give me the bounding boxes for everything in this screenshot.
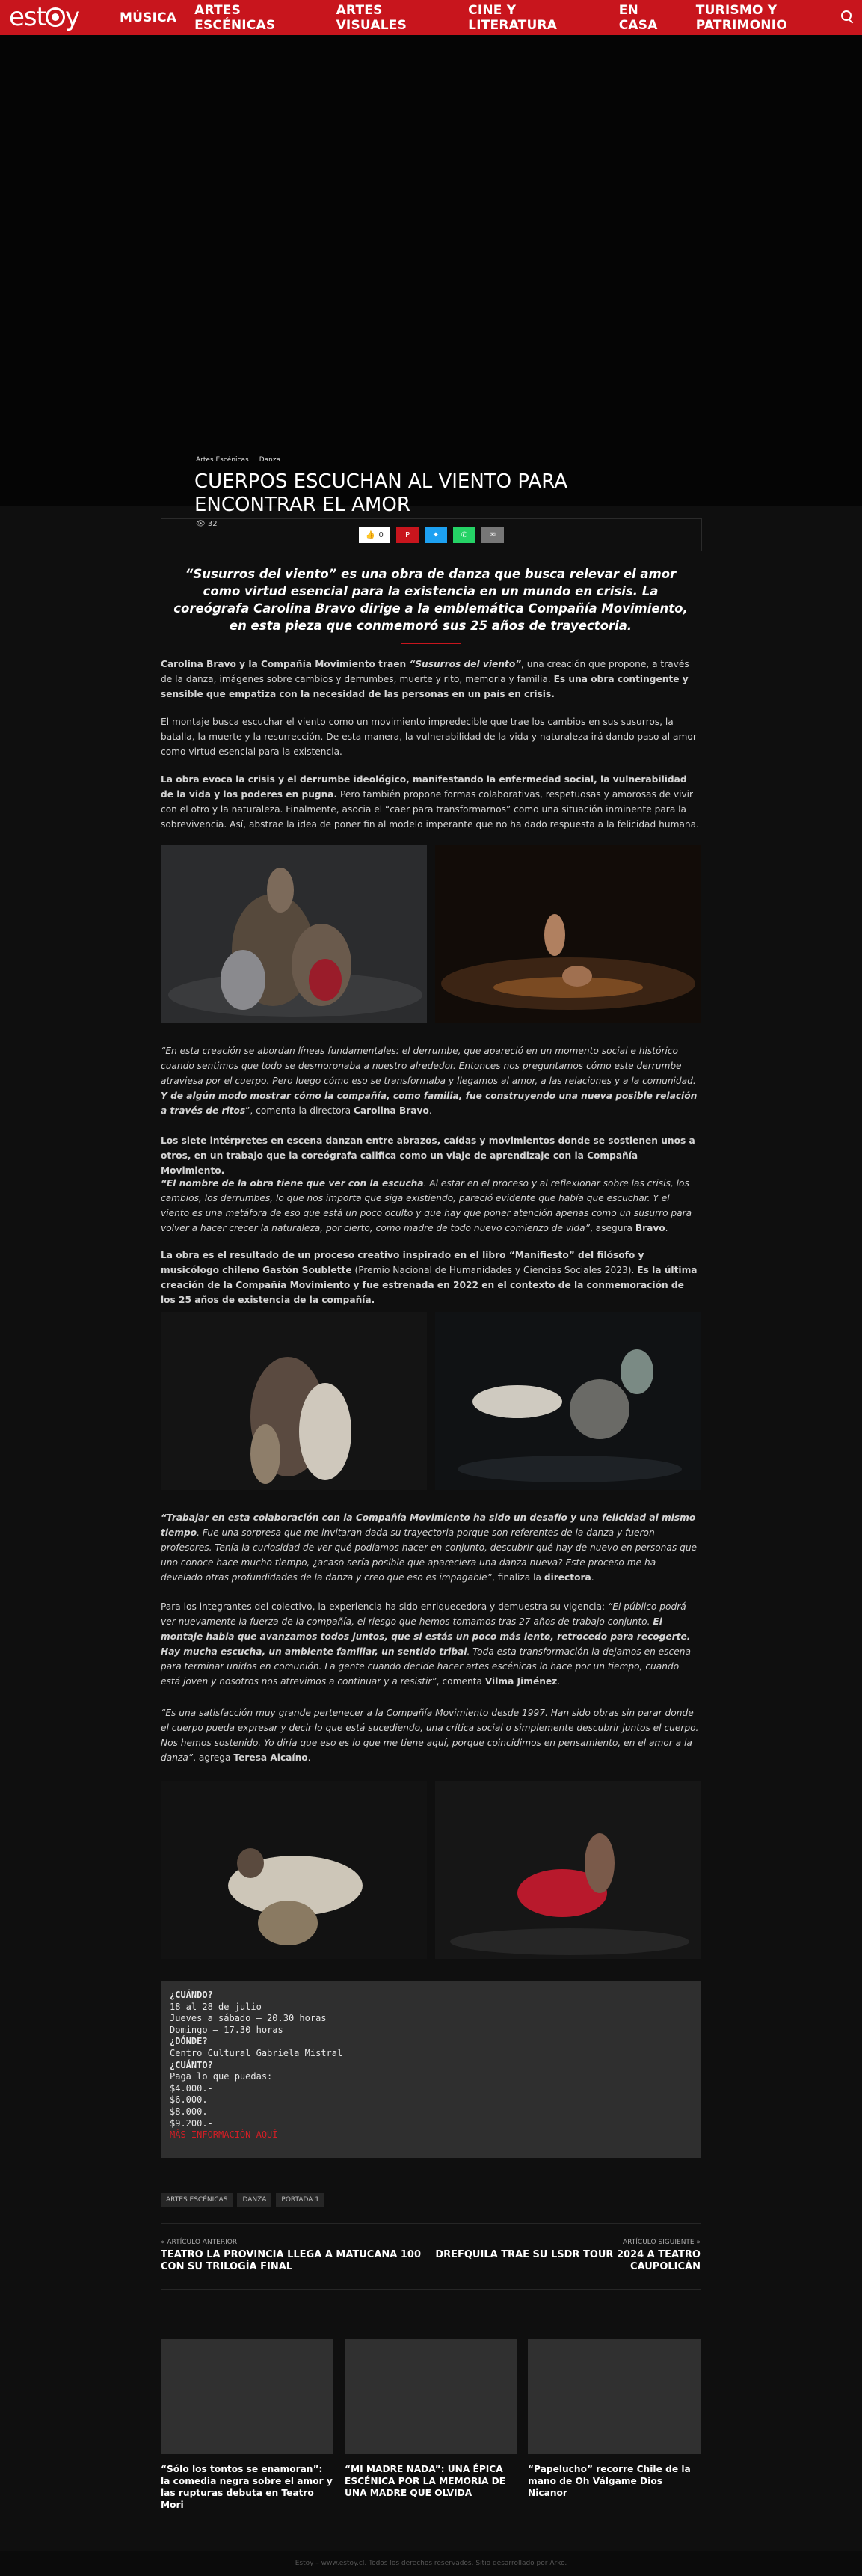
related-article-card[interactable] (161, 2339, 333, 2511)
article-lead: “Susurros del viento” es una obra de danza que busca relevar el amor como virtud esencial para la existencia en un mundo en crisis. La coreógrafa Carolina Bravo dirige a la emblemática Compañía Movimiento, en esta pieza que conmemoró sus 25 años de trayectoria. (173, 567, 688, 633)
price-item: $6.000.- (170, 2094, 213, 2106)
text: , asegura (589, 1223, 635, 1233)
prev-article-label: « ARTÍCULO ANTERIOR (161, 2239, 238, 2246)
text: Pero también propone formas colaborativas, respetuosas y amorosas de vivir con el otro y la naturaleza. Finalmente, asocia el “caer para transformarnos” como una situación inminente para la sobrevivencia. Así, abstrae la idea de poner fin al modelo imperante que no ha dado respuesta a la felicidad humana. (161, 789, 699, 829)
related-thumbnail[interactable] (345, 2339, 517, 2454)
event-schedule: Domingo – 17.30 horas (170, 2024, 283, 2035)
text: Teresa Alcaíno (233, 1752, 308, 1763)
price-note: Paga lo que puedas: (170, 2071, 273, 2082)
menu-item-cine-literatura[interactable]: CINE Y LITERATURA (468, 2, 558, 33)
logo-text-tail: y (64, 2, 80, 32)
paragraph-3 (161, 772, 701, 832)
paragraph-2 (161, 714, 701, 759)
tag-link[interactable]: PORTADA 1 (276, 2193, 324, 2207)
article-title: CUERPOS ESCUCHAN AL VIENTO PARA ENCONTRAR EL AMOR (194, 470, 567, 516)
paragraph-8 (161, 1510, 701, 1585)
text: . Fue una sorpresa que me invitaran dada su trayectoria porque son referentes de la danza y fueron profesores. Tenía la curiosidad de ver qué podíamos hacer en conjunto, descubrir qué hay de nuevo en personas que uno conoce hace mucho tiempo, ¿acaso sería posible que apareciera una danza nueva? Este proceso me ha develado otras profundidades de la danza y creo que eso es impagable” (161, 1527, 698, 1583)
related-thumbnail[interactable] (528, 2339, 701, 2454)
paragraph-6 (161, 1176, 701, 1236)
like-button[interactable] (359, 527, 390, 543)
divider (401, 643, 461, 644)
text: , una creación que propone, a través de la danza, imágenes sobre cambios y derrumbes, muerte y rito, memoria y familia. (161, 659, 689, 684)
text: “En esta creación se abordan líneas fundamentales: el derrumbe, que apareció en un momento social e histórico cuando sentimos que todo se desmoronaba a nuestro alrededor. Entonces nos preguntamos cómo este derrumbe atraviesa por el cuerpo. Pero luego cómo eso se transformaba y llegamos al amor, a las relaciones y a la comunidad. (161, 1046, 696, 1086)
dance-photo-4 (435, 1312, 701, 1490)
paragraph-4 (161, 1043, 701, 1118)
text: Vilma Jiménez (484, 1676, 558, 1687)
text: El montaje habla que avanzamos todos juntos, que si estás un poco más lento, retrocedo para recogerte. Hay mucha escucha, un ambiente familiar, un sentido tribal (161, 1616, 691, 1657)
dance-photo-3 (161, 1312, 427, 1490)
text: Bravo (635, 1223, 665, 1233)
paragraph-7 (161, 1248, 701, 1307)
main-menu (120, 0, 862, 35)
tag-link[interactable]: DANZA (237, 2193, 271, 2207)
category-link[interactable]: Artes Escénicas (196, 456, 249, 464)
text: “Es una satisfacción muy grande pertenecer a la Compañía Movimiento desde 1997. Han sido obras sin parar donde el cuerpo pueda expresar y decir lo que está sucediendo, una crítica social o simplemente descubrir juntos el cuerpo. Nos hemos sostenido. Yo diría que eso es lo que me tiene aquí, porque coincidimos en pensamiento, en el amor a la danza” (161, 1708, 699, 1763)
text: , finaliza la (492, 1572, 544, 1583)
price-item: $9.200.- (170, 2117, 213, 2129)
menu-item-artes-escenicas[interactable]: ARTES ESCÉNICAS (194, 2, 276, 33)
text: . (428, 1105, 432, 1116)
text: El montaje busca escuchar el viento como un movimiento impredecible que trae los cambios en sus susurros, la batalla, la muerte y la resurrección. De esta manera, la vulnerabilidad de la vida y naturaleza irá dando paso al amor como virtud esencial para la existencia. (161, 717, 697, 757)
flower-logo-icon (46, 7, 65, 27)
menu-item-artes-visuales[interactable]: ARTES VISUALES (336, 2, 407, 33)
menu-item-en-casa[interactable]: EN CASA (618, 2, 658, 33)
text: Los siete intérpretes en escena danzan entre abrazos, caídas y movimientos donde se sostienen unos a otros, en un trabajo que la coreógrafa califica como un viaje de aprendizaje con la Compañía Movimiento. (161, 1135, 695, 1176)
view-count-value: 32 (207, 520, 218, 528)
text: ”, comenta la directora (245, 1105, 354, 1116)
text: (Premio Nacional de Humanidades y Ciencias Sociales 2023). (351, 1265, 638, 1275)
top-navbar (0, 0, 862, 35)
price-item: $4.000.- (170, 2082, 213, 2094)
text: , comenta (436, 1676, 485, 1687)
dance-photo-1 (161, 845, 427, 1023)
text: “Trabajar en esta colaboración con la Compañía Movimiento ha sido un desafío y una felicidad al mismo tiempo (161, 1512, 696, 1538)
menu-item-musica[interactable]: MÚSICA (120, 10, 177, 25)
text: . (307, 1752, 311, 1763)
where-label: ¿DÓNDE? (170, 2036, 208, 2047)
prev-article-link[interactable]: TEATRO LA PROVINCIA LLEGA A MATUCANA 100 CON SU TRILOGÍA FINAL (161, 2249, 422, 2272)
email-share-button[interactable] (481, 527, 504, 543)
event-venue: Centro Cultural Gabriela Mistral (170, 2047, 343, 2058)
text: Carolina Bravo y la Compañía Movimiento traen (161, 659, 410, 669)
next-article-label: ARTÍCULO SIGUIENTE » (623, 2239, 701, 2246)
twitter-icon: ✦ (432, 530, 440, 539)
pinterest-share-button[interactable] (396, 527, 419, 543)
when-label: ¿CUÁNDO? (170, 1990, 213, 2000)
event-dates: 18 al 28 de julio (170, 2001, 262, 2012)
site-logo[interactable] (9, 4, 79, 30)
event-schedule: Jueves a sábado – 20.30 horas (170, 2013, 327, 2024)
text: Para los integrantes del colectivo, la experiencia ha sido enriquecedora y demuestra su vigencia: (161, 1601, 608, 1612)
logo-text: est (9, 2, 46, 32)
paragraph-1 (161, 657, 701, 702)
category-link[interactable]: Danza (259, 456, 281, 464)
text: La obra evoca la crisis y el derrumbe ideológico, manifestando la enfermedad social, la vulnerabilidad de la vida y los poderes en pugna. (161, 774, 687, 800)
related-thumbnail[interactable] (161, 2339, 333, 2454)
paragraph-10 (161, 1705, 701, 1765)
like-count: 0 (378, 530, 384, 539)
pinterest-icon: P (404, 530, 410, 539)
related-article-card[interactable] (528, 2339, 701, 2499)
twitter-share-button[interactable] (425, 527, 447, 543)
price-item: $8.000.- (170, 2106, 213, 2117)
share-bar (161, 518, 702, 551)
whatsapp-icon: ✆ (461, 530, 468, 539)
divider (161, 2223, 701, 2224)
text: “Susurros del viento” (409, 659, 522, 669)
related-title[interactable]: “Papelucho” recorre Chile de la mano de Oh Válgame Dios Nicanor (528, 2464, 691, 2498)
text: Y de algún modo mostrar cómo la compañía, como familia, fue construyendo una nueva posible relación a través de ritos (161, 1091, 698, 1116)
search-icon[interactable] (841, 10, 852, 21)
dance-photo-2 (435, 845, 701, 1023)
text: . (557, 1676, 561, 1687)
hero-categories (196, 456, 280, 464)
text: Es la última creación de la Compañía Movimiento y fue estrenada en 2022 en el contexto de la conmemoración de los 25 años de existencia de la compañía. (161, 1265, 698, 1305)
article-tags (161, 2193, 324, 2207)
whatsapp-share-button[interactable] (453, 527, 475, 543)
text: . Toda esta transformación la dejamos en escena para terminar unidos en comunión. La gente cuando decide hacer artes escénicas lo hace por un tiempo, cuando está joven y nosotros nos atrevimos a continuar y a resistir” (161, 1646, 691, 1687)
text: . (591, 1572, 594, 1583)
related-article-card[interactable] (345, 2339, 517, 2499)
price-label: ¿CUÁNTO? (170, 2059, 213, 2070)
text: , agrega (193, 1752, 234, 1763)
dance-photo-6 (435, 1781, 701, 1959)
text: Es una obra contingente y sensible que empatiza con la necesidad de las personas en un país en crisis. (161, 674, 689, 699)
next-article-link[interactable]: DREFQUILA TRAE SU LSDR TOUR 2024 A TEATRO CAUPOLICÁN (435, 2249, 701, 2272)
text: directora (544, 1572, 591, 1583)
text: . Al estar en el proceso y al reflexionar sobre las crisis, los cambios, los derrumbes, lo que nos importa que siga existiendo, pareció evidente que había que escuchar. Y el viento es una metáfora de eso que está un poco oculto y que hay que poner atención apenas como un susurro para volver a hacer crecer la naturaleza, por cierto, como madre de todo nuevo comienzo de vida” (161, 1178, 692, 1233)
envelope-icon: ✉ (489, 530, 496, 539)
eye-icon: 👁 (196, 520, 206, 528)
thumbs-up-icon: 👍 (366, 530, 375, 539)
dance-photo-5 (161, 1781, 427, 1959)
text: Carolina Bravo (353, 1105, 429, 1116)
related-title[interactable]: “MI MADRE NADA”: UNA ÉPICA ESCÉNICA POR LA MEMORIA DE UNA MADRE QUE OLVIDA (345, 2464, 506, 2498)
site-footer: Estoy – www.estoy.cl. Todos los derechos reservados. Sitio desarrollado por Arko. (0, 2551, 862, 2576)
paragraph-9 (161, 1599, 701, 1689)
text: “El nombre de la obra tiene que ver con la escucha (161, 1178, 424, 1189)
hero-banner (0, 35, 862, 528)
event-info-box (161, 1981, 701, 2158)
paragraph-5 (161, 1133, 701, 1178)
text: . (665, 1223, 668, 1233)
related-title[interactable]: “Sólo los tontos se enamoran”: la comedia negra sobre el amor y las rupturas debuta en Teatro Mori (161, 2464, 333, 2510)
menu-item-turismo[interactable]: TURISMO Y PATRIMONIO (695, 2, 787, 33)
text: “El público podrá ver nuevamente la fuerza de la compañía, el riesgo que hemos tomamos tras 27 años de trabajo conjunto. (161, 1601, 686, 1627)
text: La obra es el resultado de un proceso creativo inspirado en el libro “Manifiesto” del filósofo y musicólogo chileno Gastón Soublette (161, 1250, 644, 1275)
tag-link[interactable]: ARTES ESCÉNICAS (161, 2193, 233, 2207)
divider (161, 2289, 701, 2290)
more-info-link[interactable]: MÁS INFORMACIÓN AQUÍ (170, 2129, 278, 2141)
